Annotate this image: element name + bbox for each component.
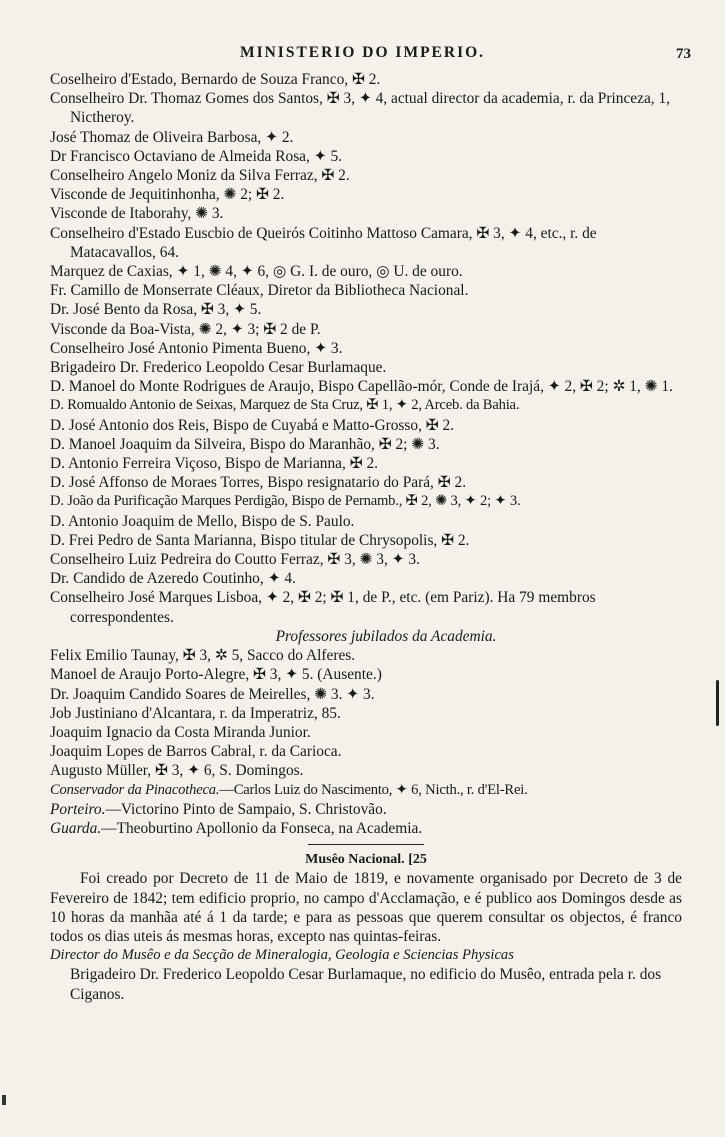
museu-note: [25 <box>408 852 427 868</box>
academy-members-list <box>50 70 682 627</box>
list-entry: Visconde da Boa-Vista, ✺ 2, ✦ 3; ✠ 2 de P. <box>50 320 321 338</box>
list-entry: D. Manoel do Monte Rodrigues de Araujo, Bispo Capellão-mór, Conde de Irajá, ✦ 2, ✠ 2; ✲ 1, ✺ 1. <box>50 378 673 396</box>
jubilados-list <box>50 646 682 780</box>
list-entry: D. Antonio Joaquim de Mello, Bispo de S. Paulo. <box>50 512 355 530</box>
list-entry: Visconde de Jequitinhonha, ✺ 2; ✠ 2. <box>50 186 285 204</box>
list-entry: Augusto Müller, ✠ 3, ✦ 6, S. Domingos. <box>50 762 304 780</box>
staff-entry <box>50 819 682 838</box>
staff-text: —Carlos Luiz do Nascimento, ✦ 6, Nicth., r. d'El-Rei. <box>219 781 528 798</box>
margin-mark <box>716 680 719 726</box>
list-entry: Brigadeiro Dr. Frederico Leopoldo Cesar Burlamaque. <box>50 359 387 377</box>
page-number: 73 <box>676 46 691 62</box>
list-entry: Conselheiro Dr. Thomaz Gomes dos Santos, ✠ 3, ✦ 4, actual director da academia, r. da Princeza, 1, Nictheroy. <box>50 90 671 127</box>
staff-role: Porteiro. <box>50 800 106 818</box>
list-entry: Conselheiro Angelo Moniz da Silva Ferraz, ✠ 2. <box>50 167 350 185</box>
list-entry: Conselheiro José Antonio Pimenta Bueno, ✦ 3. <box>50 339 343 357</box>
jubilados-heading: Professores jubilados da Academia. <box>275 627 497 645</box>
staff-text: —Theoburtino Apollonio da Fonseca, na Academia. <box>101 819 423 837</box>
page-header <box>0 44 725 68</box>
list-entry: Visconde de Itaborahy, ✺ 3. <box>50 205 224 223</box>
list-entry: D. João da Purificação Marques Perdigão, Bispo de Pernamb., ✠ 2, ✺ 3, ✦ 2; ✦ 3. <box>50 493 521 510</box>
list-entry: Dr Francisco Octaviano de Almeida Rosa, ✦ 5. <box>50 147 342 165</box>
list-entry: Joaquim Lopes de Barros Cabral, r. da Carioca. <box>50 743 342 761</box>
running-head: MINISTERIO DO IMPERIO. <box>239 44 486 61</box>
list-entry: D. Frei Pedro de Santa Marianna, Bispo titular de Chrysopolis, ✠ 2. <box>50 531 470 549</box>
list-entry: Dr. Candido de Azeredo Coutinho, ✦ 4. <box>50 570 296 588</box>
list-entry: Marquez de Caxias, ✦ 1, ✺ 4, ✦ 6, ◎ G. I. de ouro, ◎ U. de ouro. <box>50 263 463 281</box>
page-body <box>50 70 682 1004</box>
staff-role: Conservador da Pinacotheca. <box>50 781 220 798</box>
list-entry: Dr. Joaquim Candido Soares de Meirelles, ✺ 3. ✦ 3. <box>50 685 375 703</box>
list-entry: Manoel de Araujo Porto-Alegre, ✠ 3, ✦ 5. (Ausente.) <box>50 666 382 684</box>
list-entry: Fr. Camillo de Monserrate Cléaux, Diretor da Bibliotheca Nacional. <box>50 282 469 300</box>
margin-mark <box>2 1095 6 1105</box>
director-title: Director do Musêo e da Secção de Mineralogia, Geologia e Sciencias Physicas <box>50 947 514 964</box>
list-entry: Coselheiro d'Estado, Bernardo de Souza Franco, ✠ 2. <box>50 71 381 88</box>
list-entry: Conselheiro d'Estado Euscbio de Queirós Coitinho Mattoso Camara, ✠ 3, ✦ 4, etc., r. de Matacavallos, 64. <box>50 224 597 261</box>
list-entry: Dr. José Bento da Rosa, ✠ 3, ✦ 5. <box>50 301 262 319</box>
staff-text: —Victorino Pinto de Sampaio, S. Christovão. <box>105 800 387 818</box>
list-entry: D. José Antonio dos Reis, Bispo de Cuyabá e Matto-Grosso, ✠ 2. <box>50 416 455 434</box>
list-entry: Conselheiro José Marques Lisboa, ✦ 2, ✠ 2; ✠ 1, de P., etc. (em Pariz). Ha 79 membros correspondentes. <box>50 589 596 626</box>
museu-paragraph: Foi creado por Decreto de 11 de Maio de 1819, e novamente organisado por Decreto de 3 de Fevereiro de 1842; tem edificio proprio, no campo d'Acclamação, e é publico aos Domingos desde as 10 horas da manhãa até á 1 da tarde; e para as pessoas que querem consultar os objectos, é franco todos os dias uteis ás mesmas horas, excepto nas quintas-feiras. <box>50 870 682 945</box>
list-entry: Job Justiniano d'Alcantara, r. da Imperatriz, 85. <box>50 704 341 722</box>
list-entry: Felix Emilio Taunay, ✠ 3, ✲ 5, Sacco do Alferes. <box>50 647 356 665</box>
list-entry: Joaquim Ignacio da Costa Miranda Junior. <box>50 723 311 741</box>
staff-list <box>50 781 682 839</box>
list-entry: D. Romualdo Antonio de Seixas, Marquez de Sta Cruz, ✠ 1, ✦ 2, Arceb. da Bahia. <box>50 397 520 414</box>
staff-role: Guarda. <box>50 819 102 837</box>
staff-entry <box>50 781 682 800</box>
section-title <box>50 850 682 869</box>
museu-title: Musêo Nacional. <box>305 852 405 868</box>
list-entry: D. José Affonso de Moraes Torres, Bispo resignatario do Pará, ✠ 2. <box>50 474 467 492</box>
list-entry: D. Manoel Joaquim da Silveira, Bispo do Maranhão, ✠ 2; ✺ 3. <box>50 435 440 453</box>
list-entry: José Thomaz de Oliveira Barbosa, ✦ 2. <box>50 128 294 146</box>
director-text: Brigadeiro Dr. Frederico Leopoldo Cesar Burlamaque, no edificio do Musêo, entrada pela r. dos Ciganos. <box>70 966 662 1003</box>
section-divider <box>308 844 424 845</box>
staff-entry <box>50 800 682 819</box>
list-entry: Conselheiro Luiz Pedreira do Coutto Ferraz, ✠ 3, ✺ 3, ✦ 3. <box>50 551 420 569</box>
list-entry: D. Antonio Ferreira Viçoso, Bispo de Marianna, ✠ 2. <box>50 455 378 473</box>
